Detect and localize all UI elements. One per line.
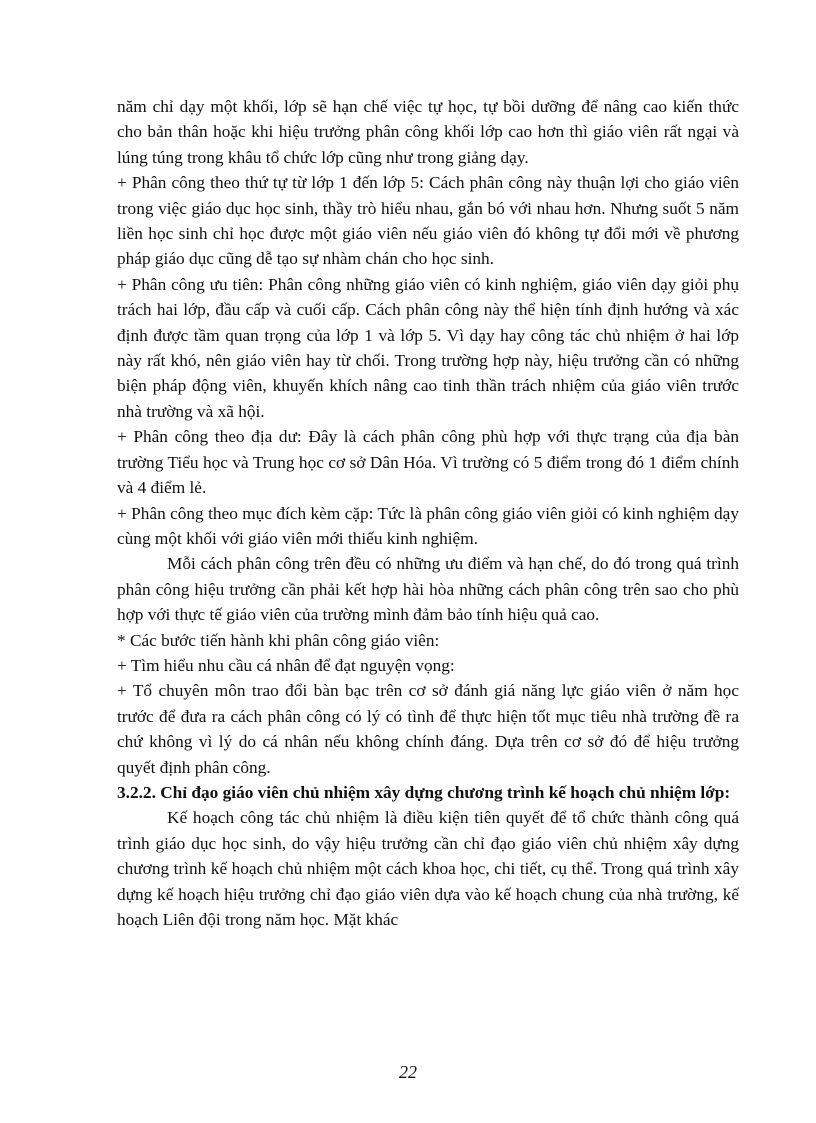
- page-body: [117, 94, 739, 932]
- paragraph-continuation: năm chỉ dạy một khối, lớp sẽ hạn chế việc tự học, tự bồi dưỡng để nâng cao kiến thức cho bản thân hoặc khi hiệu trưởng phân công khối lớp cao hơn thì giáo viên rất ngại và lúng túng trong khâu tổ chức lớp cũng như trong giảng dạy.: [117, 97, 739, 167]
- paragraph-summary: Mỗi cách phân công trên đều có những ưu điểm và hạn chế, do đó trong quá trình phân công hiệu trưởng cần phải kết hợp hài hòa những cách phân công trên sao cho phù hợp với thực tế giáo viên của trường mình đảm bảo tính hiệu quả cao.: [117, 554, 739, 625]
- section-heading: 3.2.2. Chỉ đạo giáo viên chủ nhiệm xây dựng chương trình kế hoạch chủ nhiệm lớp:: [117, 782, 731, 802]
- paragraph-geographic-assignment: + Phân công theo địa dư: Đây là cách phân công phù hợp với thực trạng của địa bàn trường Tiểu học và Trung học cơ sở Dân Hóa. Vì trường có 5 điểm trong đó 1 điểm chính và 4 điểm lẻ.: [117, 427, 739, 498]
- paragraph-plan: Kế hoạch công tác chủ nhiệm là điều kiện tiên quyết để tổ chức thành công quá trình giáo dục học sinh, do vậy hiệu trưởng cần chỉ đạo giáo viên chủ nhiệm xây dựng chương trình kế hoạch chủ nhiệm một cách khoa học, chi tiết, cụ thể. Trong quá trình xây dựng kế hoạch hiệu trưởng chỉ đạo giáo viên dựa vào kế hoạch chung của nhà trường, kế hoạch Liên đội trong năm học. Mặt khác: [117, 808, 739, 929]
- page-number: 22: [399, 1062, 417, 1082]
- paragraph-step-2: + Tổ chuyên môn trao đổi bàn bạc trên cơ sở đánh giá năng lực giáo viên ở năm học trước để đưa ra cách phân công có lý có tình để thực hiện tốt mục tiêu nhà trường đề ra chứ không vì lý do cá nhân nếu không chính đáng. Dựa trên cơ sở đó để hiệu trưởng quyết định phân công.: [117, 681, 739, 777]
- paragraph-order-assignment: + Phân công theo thứ tự từ lớp 1 đến lớp 5: Cách phân công này thuận lợi cho giáo viên trong việc giáo dục học sinh, thầy trò hiểu nhau, gắn bó với nhau hơn. Nhưng suốt 5 năm liền học sinh chỉ học được một giáo viên nếu giáo viên đó không tự đổi mới về phương pháp giáo dục cũng dễ tạo sự nhàm chán cho học sinh.: [117, 173, 739, 269]
- paragraph-step-1: + Tìm hiểu nhu cầu cá nhân để đạt nguyện vọng:: [117, 655, 455, 675]
- paragraph-steps-intro: * Các bước tiến hành khi phân công giáo viên:: [117, 630, 440, 650]
- paragraph-priority-assignment: + Phân công ưu tiên: Phân công những giáo viên có kinh nghiệm, giáo viên dạy giỏi phụ trách hai lớp, đầu cấp và cuối cấp. Cách phân công này thể hiện tính định hướng và xác định được tầm quan trọng của lớp 1 và lớp 5. Vì dạy hay công tác chủ nhiệm ở hai lớp này rất khó, nên giáo viên hay từ chối. Trong trường hợp này, hiệu trưởng cần có những biện pháp động viên, khuyến khích nâng cao tinh thần trách nhiệm của giáo viên trước nhà trường và xã hội.: [117, 274, 739, 421]
- paragraph-mentoring-assignment: + Phân công theo mục đích kèm cặp: Tức là phân công giáo viên giỏi có kinh nghiệm dạy cùng một khối với giáo viên mới thiếu kinh nghiệm.: [117, 503, 739, 548]
